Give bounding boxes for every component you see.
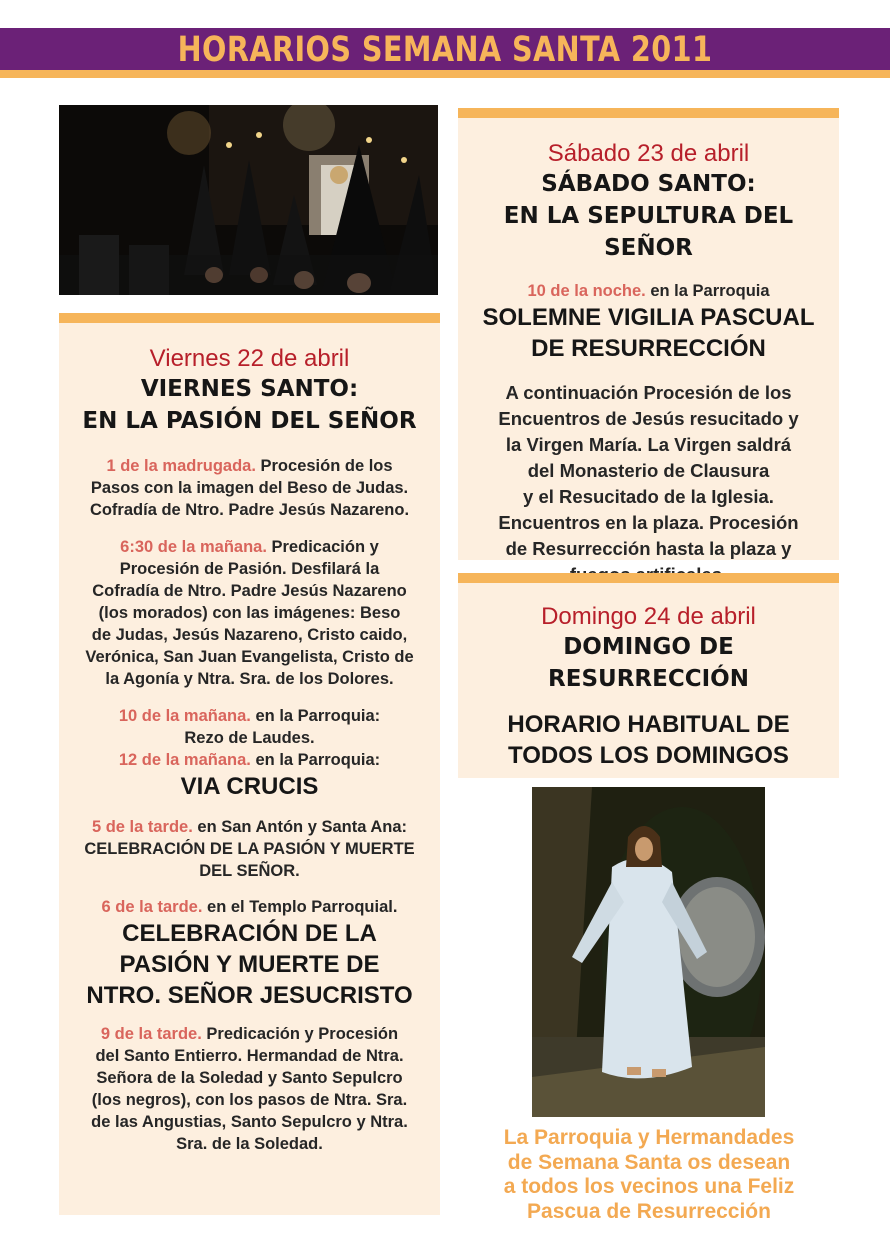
- event-text: DEL SEÑOR.: [199, 862, 300, 880]
- sabado-procession-text: [458, 380, 839, 588]
- paragraph-line: de Resurrección hasta la plaza y: [505, 538, 792, 559]
- celebracion-title-2: PASIÓN Y MUERTE DE: [119, 951, 380, 978]
- resurrection-image: [532, 787, 765, 1117]
- event-text: Predicación y: [266, 538, 379, 556]
- event-text: en la Parroquia:: [250, 707, 381, 725]
- event-text: de las Angustias, Santo Sepulcro y Ntra.: [91, 1113, 408, 1131]
- procession-photo: [59, 105, 438, 295]
- celebracion-title-1: CELEBRACIÓN DE LA: [122, 920, 377, 947]
- greeting-message: [460, 1126, 838, 1224]
- viernes-event-6: [59, 896, 440, 1011]
- event-text: Procesión de los: [255, 457, 393, 475]
- viernes-panel: [59, 313, 440, 1215]
- domingo-day: Domingo 24 de abril: [541, 603, 756, 630]
- event-text: en el Templo Parroquial.: [202, 898, 398, 916]
- event-text: de Judas, Jesús Nazareno, Cristo caido,: [91, 626, 408, 644]
- greeting-line: La Parroquia y Hermandades: [503, 1126, 795, 1149]
- event-text: CELEBRACIÓN DE LA PASIÓN Y MUERTE: [84, 840, 415, 858]
- event-text: Procesión de Pasión. Desfilará la: [119, 560, 380, 578]
- viernes-event-5: [59, 816, 440, 882]
- paragraph-line: y el Resucitado de la Iglesia.: [523, 486, 774, 507]
- event-text: Cofradía de Ntro. Padre Jesús Nazareno: [92, 582, 407, 600]
- event-text: (los negros), con los pasos de Ntra. Sra.: [91, 1091, 408, 1109]
- event-text: (los morados) con las imágenes: Beso: [98, 604, 401, 622]
- sabado-title-2: EN LA SEPULTURA DEL SEÑOR: [503, 203, 794, 261]
- paragraph-line: Encuentros en la plaza. Procesión: [498, 512, 799, 533]
- paragraph-line: Encuentros de Jesús resucitado y: [498, 408, 799, 429]
- greeting-line: a todos los vecinos una Feliz: [503, 1175, 795, 1198]
- event-time: 6 de la tarde.: [101, 898, 203, 916]
- event-time: 10 de la noche.: [527, 282, 646, 300]
- event-time: 1 de la madrugada.: [106, 457, 256, 475]
- event-time: 10 de la mañana.: [118, 707, 251, 725]
- event-time: 5 de la tarde.: [91, 818, 193, 836]
- viernes-day: Viernes 22 de abril: [149, 345, 350, 372]
- event-time: 12 de la mañana.: [118, 751, 251, 769]
- event-text: en la Parroquia: [645, 282, 770, 300]
- greeting-line: de Semana Santa os desean: [507, 1150, 791, 1174]
- header-orange-bar: [0, 70, 890, 78]
- sabado-event-1: [458, 280, 839, 364]
- event-text: Pasos con la imagen del Beso de Judas.: [90, 479, 409, 497]
- domingo-panel: [458, 573, 839, 778]
- page-title: HORARIOS SEMANA SANTA 2011: [177, 30, 713, 70]
- event-text: Rezo de Laudes.: [184, 729, 315, 747]
- event-time: 6:30 de la mañana.: [120, 538, 267, 556]
- vigilia-title-2: DE RESURRECCIÓN: [531, 335, 766, 362]
- sabado-day: Sábado 23 de abril: [547, 140, 750, 167]
- horario-line-1: HORARIO HABITUAL DE: [507, 711, 790, 738]
- paragraph-line: la Virgen María. La Virgen saldrá: [505, 434, 792, 455]
- domingo-title-1: DOMINGO DE: [563, 634, 734, 660]
- event-text: Verónica, San Juan Evangelista, Cristo de: [85, 648, 414, 666]
- viernes-title-1: VIERNES SANTO:: [140, 376, 359, 402]
- viernes-event-1: [59, 455, 440, 521]
- horario-line-2: TODOS LOS DOMINGOS: [508, 742, 789, 769]
- event-text: en la Parroquia:: [250, 751, 381, 769]
- sabado-title-1: SÁBADO SANTO:: [541, 171, 756, 197]
- event-text: del Santo Entierro. Hermandad de Ntra.: [95, 1047, 404, 1065]
- greeting-line: Pascua de Resurrección: [527, 1199, 771, 1223]
- via-crucis-title: VIA CRUCIS: [180, 773, 319, 800]
- header-banner: [0, 28, 890, 78]
- domingo-title-2: RESURRECCIÓN: [548, 666, 749, 692]
- event-time: 9 de la tarde.: [100, 1025, 202, 1043]
- event-text: Cofradía de Ntro. Padre Jesús Nazareno.: [89, 501, 410, 519]
- event-text: Predicación y Procesión: [201, 1025, 399, 1043]
- viernes-event-7: [59, 1023, 440, 1155]
- domingo-schedule: [458, 709, 839, 771]
- vigilia-title-1: SOLEMNE VIGILIA PASCUAL: [482, 304, 815, 331]
- event-text: la Agonía y Ntra. Sra. de los Dolores.: [105, 670, 394, 688]
- event-text: Señora de la Soledad y Santo Sepulcro: [96, 1069, 403, 1087]
- viernes-event-3: [59, 705, 440, 749]
- viernes-event-2: [59, 536, 440, 690]
- event-text: en San Antón y Santa Ana:: [192, 818, 408, 836]
- paragraph-line: A continuación Procesión de los: [505, 382, 792, 403]
- viernes-event-4: [59, 749, 440, 802]
- event-text: Sra. de la Soledad.: [176, 1135, 323, 1153]
- paragraph-line: del Monasterio de Clausura: [527, 460, 770, 481]
- sabado-panel: [458, 108, 839, 560]
- viernes-title-2: EN LA PASIÓN DEL SEÑOR: [82, 408, 417, 434]
- celebracion-title-3: NTRO. SEÑOR JESUCRISTO: [86, 982, 413, 1009]
